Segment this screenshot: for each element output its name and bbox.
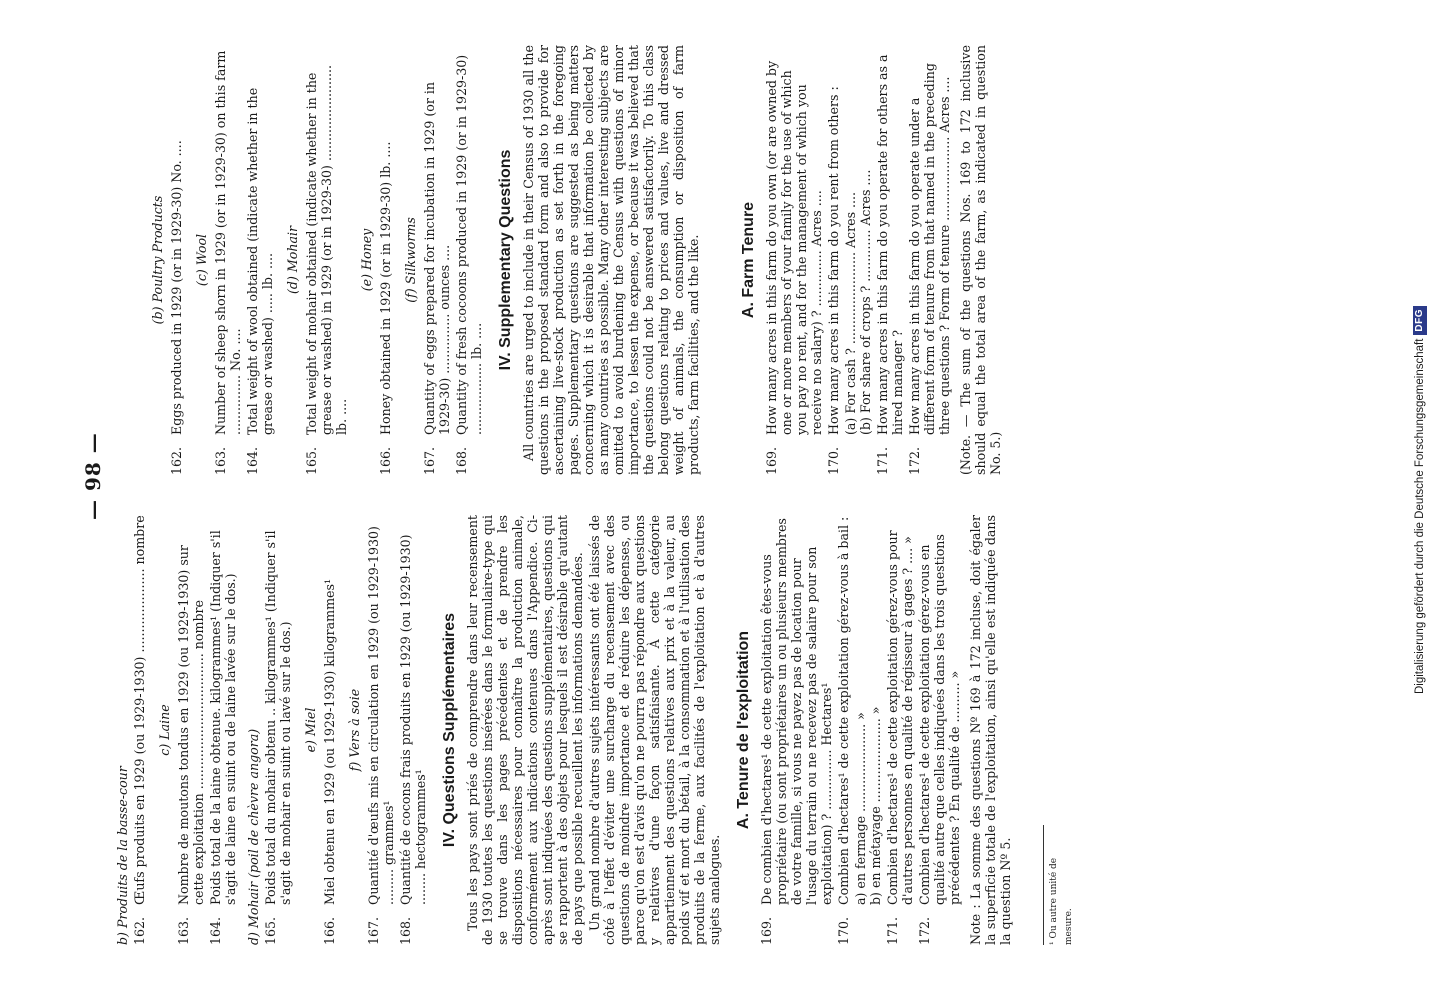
en-question-167: 167. Quantity of eggs prepared for incubation in 1929 (or in 1929-30) ............... ounces .... (422, 81, 452, 475)
en-question-165: 165. Total weight of mohair obtained (indicate whether in the grease or washed) in 1929 (or in 1929-30) ........................ lb. .... (304, 64, 349, 475)
en-honey-heading: (e) Honey (359, 228, 374, 292)
fr-question-169: 169. De combien d'hectares¹ de cette exploitation êtes-vous propriétaire (ou sont propriétaires un ou plusieurs membres de votre famille, si vous ne payez pas de location pour l'usage du terrain ou ne recevez pas de salaire pour son exploitation) ? ............... Hectares¹ (759, 518, 834, 945)
fr-question-165: 165. Poids total du mohair obtenu .. kilogrammes¹ (Indiquer s'il s'agit de mohair en suint ou lavé sur le dos.) (263, 530, 293, 945)
fr-question-170a: a) en fermage ...................... » (853, 712, 868, 905)
en-question-164: 164. Total weight of wool obtained (indicate whether in the grease or washed) ..... lb. .... (245, 87, 275, 475)
en-supplementary-title: IV. Supplementary Questions (497, 149, 514, 371)
en-mohair-heading: (d) Mohair (285, 225, 300, 295)
fr-honey-heading: e) Miel (303, 707, 318, 753)
fr-question-163: 163. Nombre de moutons tondus en 1929 (ou 1929-1930) sur cette exploitation .................................. nombre (176, 545, 206, 945)
en-supplementary-paragraph: All countries are urged to include in their Census of 1930 all the questions in the proposed standard form and also to provide for ascertaining live-stock production as set forth in the foregoing pages. Supplementary questions are suggested as being matters concerning which it is desirable that information be collected by as many countries as possible. Many other interesting subjects are omitted to avoid burdening the Census with questions of minor importance, to lessen the expense, or because it was believed that the questions could not be answered satisfactorily. To this class belong questions relating to prices and values, live and dressed weight of animals, the consumption or disposition of farm products, farm facilities, and the like. (521, 45, 701, 475)
en-question-162: 162. Eggs produced in 1929 (or in 1929-30) No. .... (169, 140, 184, 475)
fr-silk-heading: f) Vers à soie (347, 688, 362, 772)
fr-footnote: ¹ Ou autre unité de mesure. (1043, 825, 1077, 945)
en-tenure-title: A. Farm Tenure (740, 201, 757, 319)
dfg-notice-text: Digitalisierung gefördert durch die Deutsche Forschungsgemeinschaft (1414, 338, 1426, 695)
en-question-170a: (a) For cash ? ....................... Acres .... (843, 191, 858, 435)
en-silk-heading: (f) Silkworms (403, 217, 418, 303)
english-column (140, 45, 1003, 475)
fr-question-164: 164. Poids total de la laine obtenue. kilogrammes¹ (Indiquer s'il s'agit de laine en suint ou de laine lavée sur le dos.) (208, 530, 238, 945)
fr-question-171: 171. Combien d'hectares¹ de cette exploitation gérez-vous pour d'autres personnes en qualité de régisseur à gages ? .... » (885, 530, 915, 945)
en-note: (Note. — The sum of the questions Nos. 169 to 172 inclusive should equal the total area of the farm, as indicated in question No. 5.) (958, 45, 1003, 475)
fr-question-170b: b) en métayage ..................... » (868, 706, 883, 905)
fr-tenure-title: A. Tenure de l'exploitation (735, 630, 752, 830)
fr-wool-heading: c) Laine (157, 704, 172, 756)
en-question-172: 172. How many acres in this farm do you operate under a different form of tenure from that named in the preceding three questions ? Form of tenure ..................... Acres .... (907, 63, 952, 475)
en-poultry-heading: (b) Poultry Products (150, 195, 165, 325)
en-question-166: 166. Honey obtained in 1929 (or in 1929-30) lb. .... (378, 141, 393, 475)
fr-supplementary-paragraph-2: Un grand nombre d'autres sujets intéressants ont été laissés de côté à l'effet d'éviter une surcharge du recensement avec des questions de moindre importance et de réduire les dépenses, ou parce qu'on est d'avis qu'on ne pourra pas répondre aux questions y relatives d'une façon satisfaisante. À cette catégorie appartiennent des questions relatives aux prix et à la valeur, au poids vif et mort du bétail, à la consommation et à l'utilisation des produits de la ferme, aux facilités de l'exploitation et à d'autres sujets analogues. (587, 515, 722, 945)
en-question-171: 171. How many acres in this farm do you operate for others as a hired manager ? (875, 54, 905, 475)
en-wool-heading: (c) Wool (194, 233, 209, 287)
fr-note: Note : La somme des questions Nº 169 à 172 incluse, doit égaler la superficie totale de l'exploitation, ainsi qu'elle est indiquée dans la question Nº 5. (968, 515, 1013, 945)
fr-question-170: 170. Combien d'hectares¹ de cette exploitation gérez-vous à bail : (836, 516, 851, 945)
en-question-170b: (b) For share of crops ? ............. Acres .... (858, 169, 873, 435)
french-column (115, 515, 1077, 945)
en-question-168: 168. Quantity of fresh cocoons produced in 1929 (or in 1929-30) .................. lb. .... (454, 54, 484, 475)
dfg-funding-notice (1405, 0, 1434, 1000)
fr-supplementary-paragraph-1: Tous les pays sont priés de comprendre dans leur recensement de 1930 toutes les questions insérées dans le formulaire-type qui se trouve dans les pages précédentes et de prendre les dispositions nécessaires pour connaître la production animale, conformément aux indications contenues dans l'Appendice. Ci-après sont indiquées des questions supplémentaires, questions qui se rapportent à des objets pour lesquels il est désirable qu'autant de pays que possible recueillent les informations demandées. (465, 515, 585, 945)
en-question-170: 170. How many acres in this farm do you rent from others : (826, 86, 841, 475)
fr-poultry-heading: b) Produits de la basse-cour (115, 766, 130, 945)
fr-question-166: 166. Miel obtenu en 1929 (ou 1929-1930) kilogrammes¹ (322, 579, 337, 945)
en-question-163: 163. Number of sheep shorn in 1929 (or in 1929-30) on this farm ............... No. .... (213, 50, 243, 475)
en-question-169: 169. How many acres in this farm do you own (or are owned by one or more members of your family for the use of which you pay no rent, and for the management of which you receive no salary) ? .............. Acres .... (764, 60, 824, 475)
fr-supplementary-title: IV. Questions Supplémentaires (441, 612, 458, 848)
fr-question-172: 172. Combien d'hectares¹ de cette exploitation gérez-vous en qualité autre que celles indiquées dans les trois questions précédentes ? En qualité de .......... » (917, 534, 962, 945)
dfg-logo: DFG (1413, 306, 1427, 335)
fr-question-167: 167. Quantité d'œufs mis en circulation en 1929 (ou 1929-1930) ......... grammes¹ (366, 526, 396, 945)
fr-question-168: 168. Quantité de cocons frais produits en 1929 (ou 1929-1930) ........ hectogrammes¹ (398, 534, 428, 945)
fr-question-162: 162. Œufs produits en 1929 (ou 1929-1930) ..................... nombre (132, 515, 147, 945)
fr-mohair-heading: d) Mohair (poil de chèvre angora) (246, 728, 261, 945)
page-number: — 98 — (81, 432, 105, 520)
